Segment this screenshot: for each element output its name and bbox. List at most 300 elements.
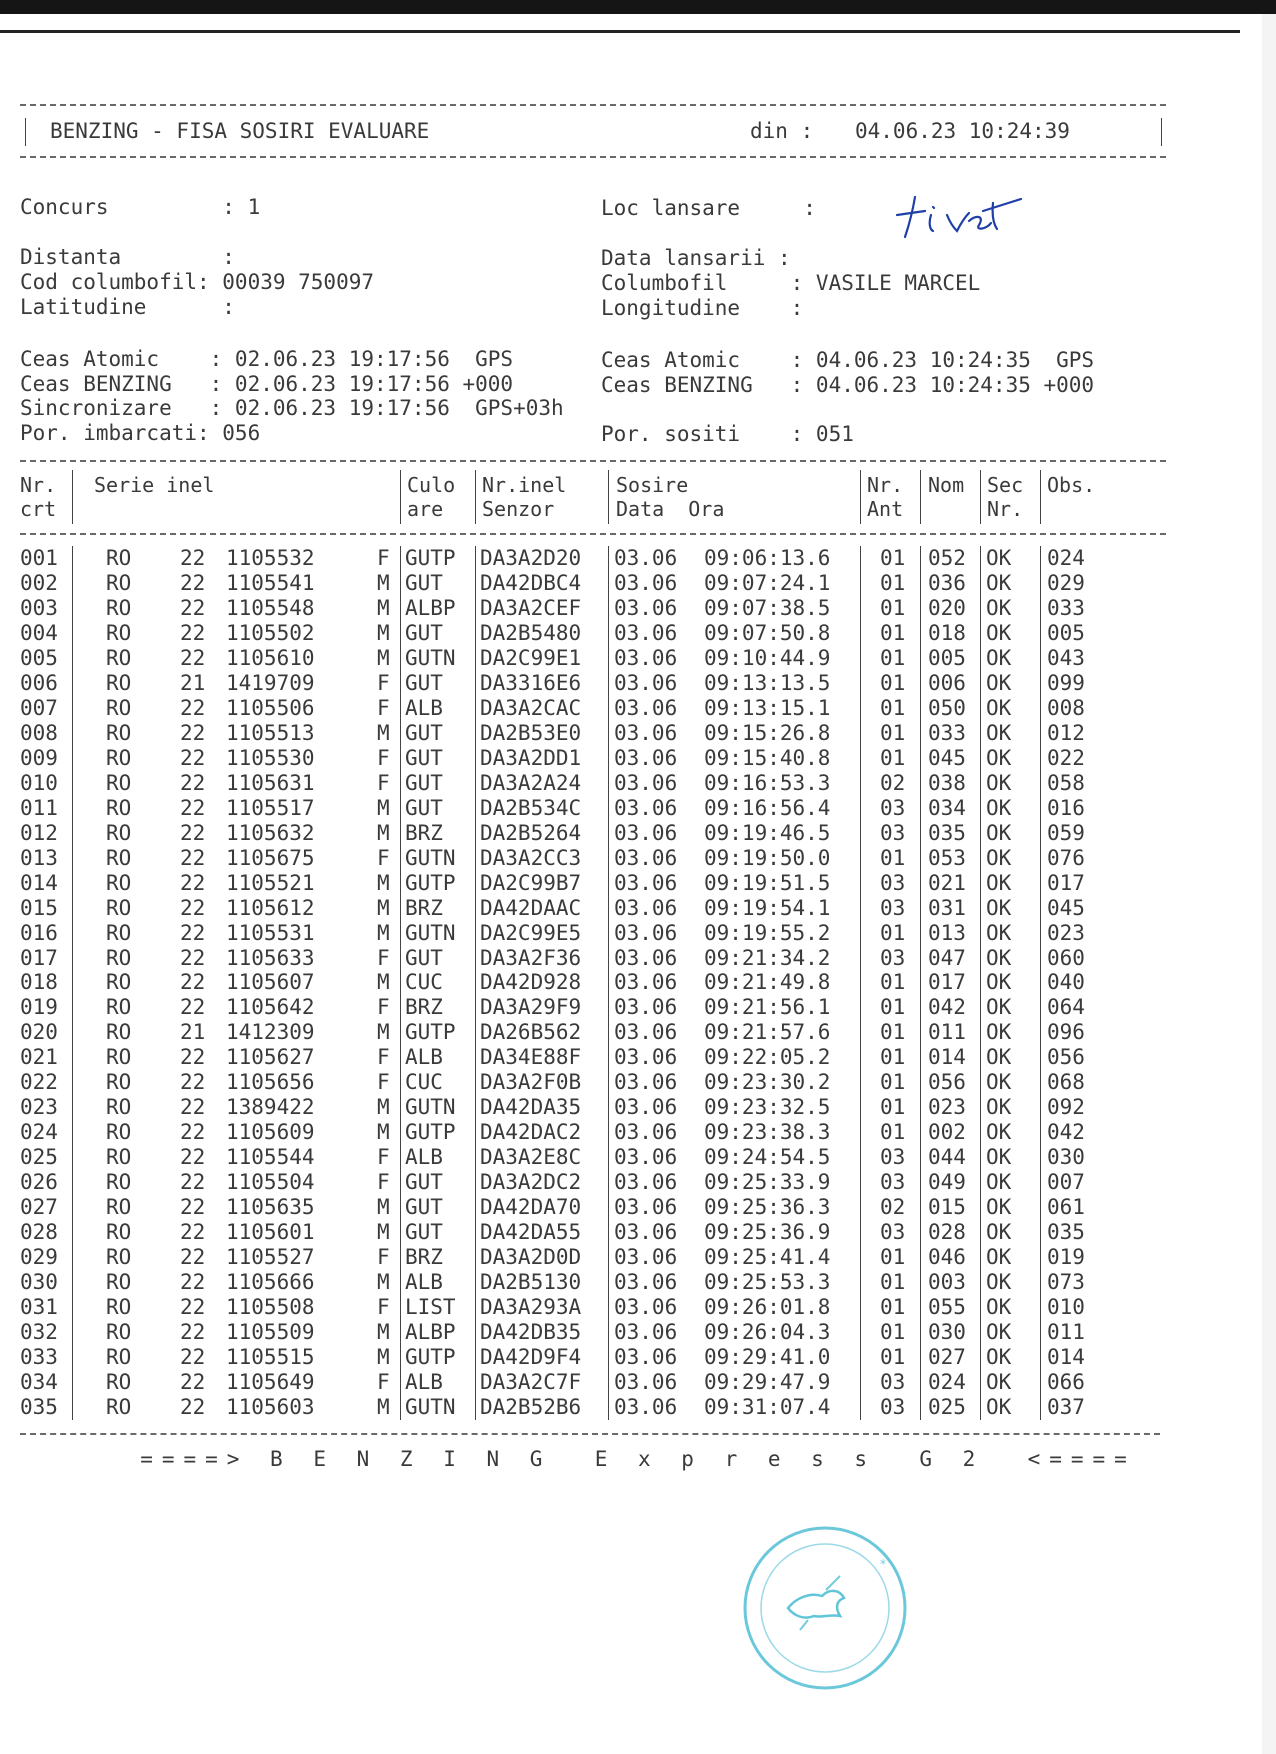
cell-nr: 014 (20, 870, 58, 895)
cell-nom: 045 (928, 745, 966, 770)
cell-sec: OK (986, 945, 1012, 970)
cell-arrival-time: 09:26:04.3 (704, 1320, 831, 1345)
cell-obs: 017 (1047, 870, 1085, 895)
cell-country: RO (106, 1095, 132, 1120)
cell-nr: 020 (20, 1020, 58, 1045)
cell-obs: 014 (1047, 1345, 1085, 1370)
cell-arrival-date: 03.06 (614, 720, 678, 745)
cell-nom: 035 (928, 820, 966, 845)
cell-sec: OK (986, 645, 1012, 670)
cell-sensor-ring: DA2B5480 (480, 620, 582, 645)
cell-obs: 011 (1047, 1320, 1085, 1345)
table-row (0, 995, 1276, 1019)
cell-sec: OK (986, 546, 1012, 570)
cell-sec: OK (986, 820, 1012, 845)
cell-year: 22 (180, 645, 206, 670)
cell-year: 22 (180, 1195, 206, 1220)
cell-ring-number: 1105631 (226, 770, 315, 795)
cell-year: 22 (180, 1170, 206, 1195)
cell-sex: M (377, 895, 390, 920)
latitudine-field: Latitudine : (20, 295, 235, 319)
cell-nr: 022 (20, 1070, 58, 1095)
cell-arrival-date: 03.06 (614, 1220, 678, 1245)
cell-nr-ant: 01 (880, 970, 906, 995)
cell-sensor-ring: DA42DBC4 (480, 570, 582, 595)
cell-sensor-ring: DA2B5130 (480, 1270, 582, 1295)
cell-arrival-time: 09:25:33.9 (704, 1170, 831, 1195)
cell-ring-number: 1105521 (226, 870, 315, 895)
cell-sec: OK (986, 745, 1012, 770)
cell-ring-number: 1105509 (226, 1320, 315, 1345)
dashed-divider (20, 1433, 1160, 1435)
dashed-divider (20, 460, 1166, 462)
cell-color: GUTP (405, 1345, 456, 1370)
cell-nom: 049 (928, 1170, 966, 1195)
cell-year: 22 (180, 1245, 206, 1270)
table-row (0, 821, 1276, 845)
cell-obs: 043 (1047, 645, 1085, 670)
cell-nr-ant: 01 (880, 595, 906, 620)
cell-nr-ant: 01 (880, 670, 906, 695)
cell-nr-ant: 03 (880, 820, 906, 845)
cell-sex: F (377, 1370, 390, 1394)
cell-year: 22 (180, 770, 206, 795)
cell-country: RO (106, 1120, 132, 1145)
cell-obs: 058 (1047, 770, 1085, 795)
cell-sec: OK (986, 1245, 1012, 1270)
cell-nr-ant: 03 (880, 945, 906, 970)
cell-arrival-time: 09:22:05.2 (704, 1045, 831, 1070)
cell-year: 22 (180, 570, 206, 595)
cell-nr-ant: 01 (880, 645, 906, 670)
cell-country: RO (106, 595, 132, 620)
cell-year: 22 (180, 695, 206, 720)
cell-obs: 012 (1047, 720, 1085, 745)
cell-arrival-time: 09:19:46.5 (704, 820, 831, 845)
cell-obs: 066 (1047, 1370, 1085, 1394)
loc-lansare-field: Loc lansare : (601, 196, 816, 220)
cell-arrival-time: 09:26:01.8 (704, 1295, 831, 1320)
table-row (0, 1320, 1276, 1344)
rule (920, 470, 921, 524)
columbofil-field: Columbofil : VASILE MARCEL (601, 271, 981, 295)
cell-arrival-time: 09:29:47.9 (704, 1370, 831, 1394)
cell-year: 22 (180, 1270, 206, 1295)
cell-ring-number: 1105532 (226, 546, 315, 570)
cell-sensor-ring: DA42DA55 (480, 1220, 582, 1245)
cell-nr: 033 (20, 1345, 58, 1370)
cell-sex: M (377, 720, 390, 745)
cell-ring-number: 1105530 (226, 745, 315, 770)
cell-nr: 026 (20, 1170, 58, 1195)
cell-obs: 037 (1047, 1394, 1085, 1419)
col-culoare-line2: are (407, 497, 444, 521)
table-row (0, 1395, 1276, 1419)
table-row (0, 1020, 1276, 1044)
cell-sec: OK (986, 1345, 1012, 1370)
cell-sec: OK (986, 1220, 1012, 1245)
cell-nom: 047 (928, 945, 966, 970)
ceas-benzing-start: Ceas BENZING : 02.06.23 19:17:56 +000 (20, 372, 514, 396)
table-row (0, 1220, 1276, 1244)
cell-color: GUT (405, 620, 443, 645)
cell-sex: F (377, 1170, 390, 1195)
cell-country: RO (106, 770, 132, 795)
cell-nom: 053 (928, 845, 966, 870)
cell-nr-ant: 01 (880, 1345, 906, 1370)
cell-sensor-ring: DA42DAAC (480, 895, 582, 920)
cell-year: 22 (180, 895, 206, 920)
cell-arrival-date: 03.06 (614, 770, 678, 795)
cell-color: ALBP (405, 1320, 456, 1345)
cell-arrival-time: 09:21:34.2 (704, 945, 831, 970)
footer-banner: ====> B E N Z I N G E x p r e s s G 2 <==== (140, 1447, 1136, 1471)
table-row (0, 921, 1276, 945)
cell-sex: M (377, 1270, 390, 1295)
cell-nom: 027 (928, 1345, 966, 1370)
cell-ring-number: 1105610 (226, 645, 315, 670)
cell-nom: 015 (928, 1195, 966, 1220)
cell-country: RO (106, 1345, 132, 1370)
rule (400, 470, 401, 524)
cell-arrival-time: 09:10:44.9 (704, 645, 831, 670)
cell-sensor-ring: DA3A2DC2 (480, 1170, 582, 1195)
cell-sec: OK (986, 995, 1012, 1020)
cell-nom: 005 (928, 645, 966, 670)
col-nr-line2: crt (20, 497, 57, 521)
cell-nr-ant: 03 (880, 1394, 906, 1419)
cell-sec: OK (986, 1370, 1012, 1394)
cell-country: RO (106, 820, 132, 845)
cell-nr: 019 (20, 995, 58, 1020)
cell-sensor-ring: DA3A2CEF (480, 595, 582, 620)
table-row (0, 871, 1276, 895)
cell-sex: F (377, 995, 390, 1020)
cell-country: RO (106, 570, 132, 595)
cell-sensor-ring: DA3A2CAC (480, 695, 582, 720)
cell-sex: F (377, 695, 390, 720)
cell-sensor-ring: DA2C99B7 (480, 870, 582, 895)
rule (860, 470, 861, 524)
cell-arrival-date: 03.06 (614, 920, 678, 945)
cell-nr-ant: 03 (880, 1145, 906, 1170)
table-row (0, 796, 1276, 820)
cell-ring-number: 1412309 (226, 1020, 315, 1045)
cell-nr: 035 (20, 1394, 58, 1419)
cell-nr: 029 (20, 1245, 58, 1270)
cell-nr: 003 (20, 595, 58, 620)
cell-obs: 040 (1047, 970, 1085, 995)
cell-sex: M (377, 1195, 390, 1220)
cell-country: RO (106, 995, 132, 1020)
cell-nom: 038 (928, 770, 966, 795)
cell-nr: 015 (20, 895, 58, 920)
cell-sex: F (377, 1245, 390, 1270)
cell-country: RO (106, 695, 132, 720)
cell-nr-ant: 01 (880, 995, 906, 1020)
cell-color: BRZ (405, 1245, 443, 1270)
cell-sec: OK (986, 695, 1012, 720)
cell-nom: 017 (928, 970, 966, 995)
cell-arrival-date: 03.06 (614, 1370, 678, 1394)
cell-nr: 007 (20, 695, 58, 720)
cell-nom: 050 (928, 695, 966, 720)
cell-sensor-ring: DA3A2CC3 (480, 845, 582, 870)
cell-arrival-date: 03.06 (614, 1120, 678, 1145)
cell-arrival-date: 03.06 (614, 1320, 678, 1345)
table-row (0, 946, 1276, 970)
cell-nom: 018 (928, 620, 966, 645)
cell-arrival-date: 03.06 (614, 1095, 678, 1120)
cell-nom: 056 (928, 1070, 966, 1095)
cell-year: 22 (180, 1120, 206, 1145)
cell-sec: OK (986, 670, 1012, 695)
cell-obs: 045 (1047, 895, 1085, 920)
cell-color: GUT (405, 945, 443, 970)
cell-nr: 017 (20, 945, 58, 970)
cell-sensor-ring: DA42DAC2 (480, 1120, 582, 1145)
cell-sensor-ring: DA3A293A (480, 1295, 582, 1320)
cell-nr: 010 (20, 770, 58, 795)
cell-nom: 020 (928, 595, 966, 620)
cell-nr: 002 (20, 570, 58, 595)
cell-country: RO (106, 1220, 132, 1245)
cell-year: 22 (180, 820, 206, 845)
cell-nr-ant: 01 (880, 720, 906, 745)
cell-arrival-time: 09:19:54.1 (704, 895, 831, 920)
cell-nom: 031 (928, 895, 966, 920)
table-row (0, 1145, 1276, 1169)
cell-arrival-time: 09:24:54.5 (704, 1145, 831, 1170)
cell-obs: 042 (1047, 1120, 1085, 1145)
cell-ring-number: 1105601 (226, 1220, 315, 1245)
din-value: 04.06.23 10:24:39 (855, 119, 1070, 143)
cell-nr: 027 (20, 1195, 58, 1220)
cell-sec: OK (986, 770, 1012, 795)
cell-nr-ant: 01 (880, 1095, 906, 1120)
cell-sensor-ring: DA42D9F4 (480, 1345, 582, 1370)
cell-obs: 016 (1047, 795, 1085, 820)
cell-country: RO (106, 920, 132, 945)
cell-nom: 014 (928, 1045, 966, 1070)
cell-nr: 032 (20, 1320, 58, 1345)
svg-text:*: * (880, 1557, 886, 1571)
cell-arrival-time: 09:21:56.1 (704, 995, 831, 1020)
cell-ring-number: 1105627 (226, 1045, 315, 1070)
table-row (0, 546, 1276, 570)
por-imbarcati-field: Por. imbarcati: 056 (20, 421, 261, 445)
cell-ring-number: 1389422 (226, 1095, 315, 1120)
cell-sensor-ring: DA3A2E8C (480, 1145, 582, 1170)
cell-year: 22 (180, 920, 206, 945)
cell-sensor-ring: DA2B5264 (480, 820, 582, 845)
cell-country: RO (106, 1170, 132, 1195)
cell-arrival-time: 09:29:41.0 (704, 1345, 831, 1370)
cell-ring-number: 1105666 (226, 1270, 315, 1295)
cell-year: 22 (180, 995, 206, 1020)
cell-obs: 005 (1047, 620, 1085, 645)
cell-nr: 028 (20, 1220, 58, 1245)
rule (980, 470, 981, 524)
cell-sec: OK (986, 595, 1012, 620)
cell-nom: 011 (928, 1020, 966, 1045)
cell-nr: 018 (20, 970, 58, 995)
cell-year: 22 (180, 620, 206, 645)
table-row (0, 1070, 1276, 1094)
cell-country: RO (106, 1295, 132, 1320)
cell-sensor-ring: DA42DA70 (480, 1195, 582, 1220)
cell-sensor-ring: DA3A2F0B (480, 1070, 582, 1095)
cell-arrival-time: 09:07:50.8 (704, 620, 831, 645)
cell-nr: 034 (20, 1370, 58, 1394)
cell-arrival-date: 03.06 (614, 745, 678, 770)
cell-nr-ant: 01 (880, 1020, 906, 1045)
cell-arrival-time: 09:19:55.2 (704, 920, 831, 945)
cell-sec: OK (986, 1095, 1012, 1120)
cell-sex: M (377, 1345, 390, 1370)
cell-country: RO (106, 720, 132, 745)
cell-nr: 030 (20, 1270, 58, 1295)
cell-nom: 025 (928, 1394, 966, 1419)
cell-nr-ant: 03 (880, 895, 906, 920)
cell-arrival-date: 03.06 (614, 1394, 678, 1419)
title-right-bar (1161, 118, 1162, 146)
cell-arrival-date: 03.06 (614, 1145, 678, 1170)
cell-obs: 035 (1047, 1220, 1085, 1245)
cell-ring-number: 1105513 (226, 720, 315, 745)
cell-sec: OK (986, 1170, 1012, 1195)
handwritten-signature (895, 185, 1045, 245)
cell-arrival-time: 09:31:07.4 (704, 1394, 831, 1419)
cell-obs: 024 (1047, 546, 1085, 570)
cell-arrival-time: 09:21:49.8 (704, 970, 831, 995)
cell-sex: M (377, 1020, 390, 1045)
cell-sensor-ring: DA2B52B6 (480, 1394, 582, 1419)
cell-arrival-date: 03.06 (614, 645, 678, 670)
table-row (0, 696, 1276, 720)
cell-sensor-ring: DA3A2D0D (480, 1245, 582, 1270)
cell-color: ALB (405, 1045, 443, 1070)
cell-color: GUT (405, 795, 443, 820)
cell-sex: F (377, 770, 390, 795)
cell-sex: M (377, 1394, 390, 1419)
cell-sex: M (377, 920, 390, 945)
cell-arrival-time: 09:13:15.1 (704, 695, 831, 720)
cell-nr: 004 (20, 620, 58, 645)
cell-nr-ant: 01 (880, 1320, 906, 1345)
cell-ring-number: 1105506 (226, 695, 315, 720)
cell-sensor-ring: DA3A2D20 (480, 546, 582, 570)
cell-ring-number: 1105541 (226, 570, 315, 595)
table-row (0, 721, 1276, 745)
cell-country: RO (106, 1020, 132, 1045)
cell-ring-number: 1105515 (226, 1345, 315, 1370)
cell-sensor-ring: DA2C99E1 (480, 645, 582, 670)
rule (608, 470, 609, 524)
cell-nr: 021 (20, 1045, 58, 1070)
cell-sex: M (377, 820, 390, 845)
cell-nom: 052 (928, 546, 966, 570)
din-label: din : (750, 119, 814, 143)
ceas-atomic-end: Ceas Atomic : 04.06.23 10:24:35 GPS (601, 348, 1095, 372)
cell-nr-ant: 01 (880, 546, 906, 570)
cell-nom: 028 (928, 1220, 966, 1245)
cell-arrival-time: 09:25:41.4 (704, 1245, 831, 1270)
col-culoare-line1: Culo (407, 473, 456, 497)
cell-nom: 013 (928, 920, 966, 945)
title-left-bar (25, 118, 26, 146)
cell-nr-ant: 01 (880, 1070, 906, 1095)
cell-arrival-time: 09:23:30.2 (704, 1070, 831, 1095)
cell-nr-ant: 03 (880, 1170, 906, 1195)
cell-sensor-ring: DA42DA35 (480, 1095, 582, 1120)
cell-color: GUTP (405, 546, 456, 570)
cell-country: RO (106, 1394, 132, 1419)
table-row (0, 596, 1276, 620)
cell-color: ALBP (405, 595, 456, 620)
cell-sensor-ring: DA3316E6 (480, 670, 582, 695)
cell-color: CUC (405, 1070, 443, 1095)
cell-year: 22 (180, 1070, 206, 1095)
table-row (0, 746, 1276, 770)
cell-color: LIST (405, 1295, 456, 1320)
cell-obs: 076 (1047, 845, 1085, 870)
col-nr-ant-line2: Ant (867, 497, 904, 521)
cell-color: ALB (405, 1370, 443, 1394)
cell-sensor-ring: DA2B534C (480, 795, 582, 820)
por-sositi-field: Por. sositi : 051 (601, 422, 854, 446)
cell-obs: 099 (1047, 670, 1085, 695)
cell-nom: 023 (928, 1095, 966, 1120)
cell-arrival-date: 03.06 (614, 1270, 678, 1295)
cell-color: GUTN (405, 920, 456, 945)
cell-sex: M (377, 1120, 390, 1145)
cell-arrival-time: 09:25:36.9 (704, 1220, 831, 1245)
cell-nr-ant: 03 (880, 1220, 906, 1245)
cell-nr-ant: 03 (880, 870, 906, 895)
table-row (0, 1345, 1276, 1369)
page-title: BENZING - FISA SOSIRI EVALUARE (50, 119, 430, 143)
cell-sex: M (377, 1220, 390, 1245)
ceas-atomic-start: Ceas Atomic : 02.06.23 19:17:56 GPS (20, 347, 514, 371)
cell-country: RO (106, 895, 132, 920)
cell-country: RO (106, 645, 132, 670)
cell-arrival-time: 09:07:38.5 (704, 595, 831, 620)
cell-sex: M (377, 595, 390, 620)
cell-ring-number: 1105531 (226, 920, 315, 945)
cell-sec: OK (986, 1295, 1012, 1320)
cod-columbofil-field: Cod columbofil: 00039 750097 (20, 270, 375, 294)
cell-arrival-time: 09:19:51.5 (704, 870, 831, 895)
rule (1040, 470, 1041, 524)
cell-year: 22 (180, 1045, 206, 1070)
table-row (0, 1195, 1276, 1219)
cell-nr-ant: 02 (880, 770, 906, 795)
cell-year: 22 (180, 945, 206, 970)
cell-sec: OK (986, 845, 1012, 870)
cell-ring-number: 1105527 (226, 1245, 315, 1270)
cell-color: ALB (405, 695, 443, 720)
cell-arrival-time: 09:15:26.8 (704, 720, 831, 745)
cell-arrival-date: 03.06 (614, 995, 678, 1020)
cell-year: 22 (180, 970, 206, 995)
cell-color: GUTP (405, 1120, 456, 1145)
cell-arrival-time: 09:23:38.3 (704, 1120, 831, 1145)
cell-nr: 009 (20, 745, 58, 770)
col-serie-inel: Serie inel (94, 473, 215, 497)
cell-nr: 008 (20, 720, 58, 745)
cell-nom: 021 (928, 870, 966, 895)
